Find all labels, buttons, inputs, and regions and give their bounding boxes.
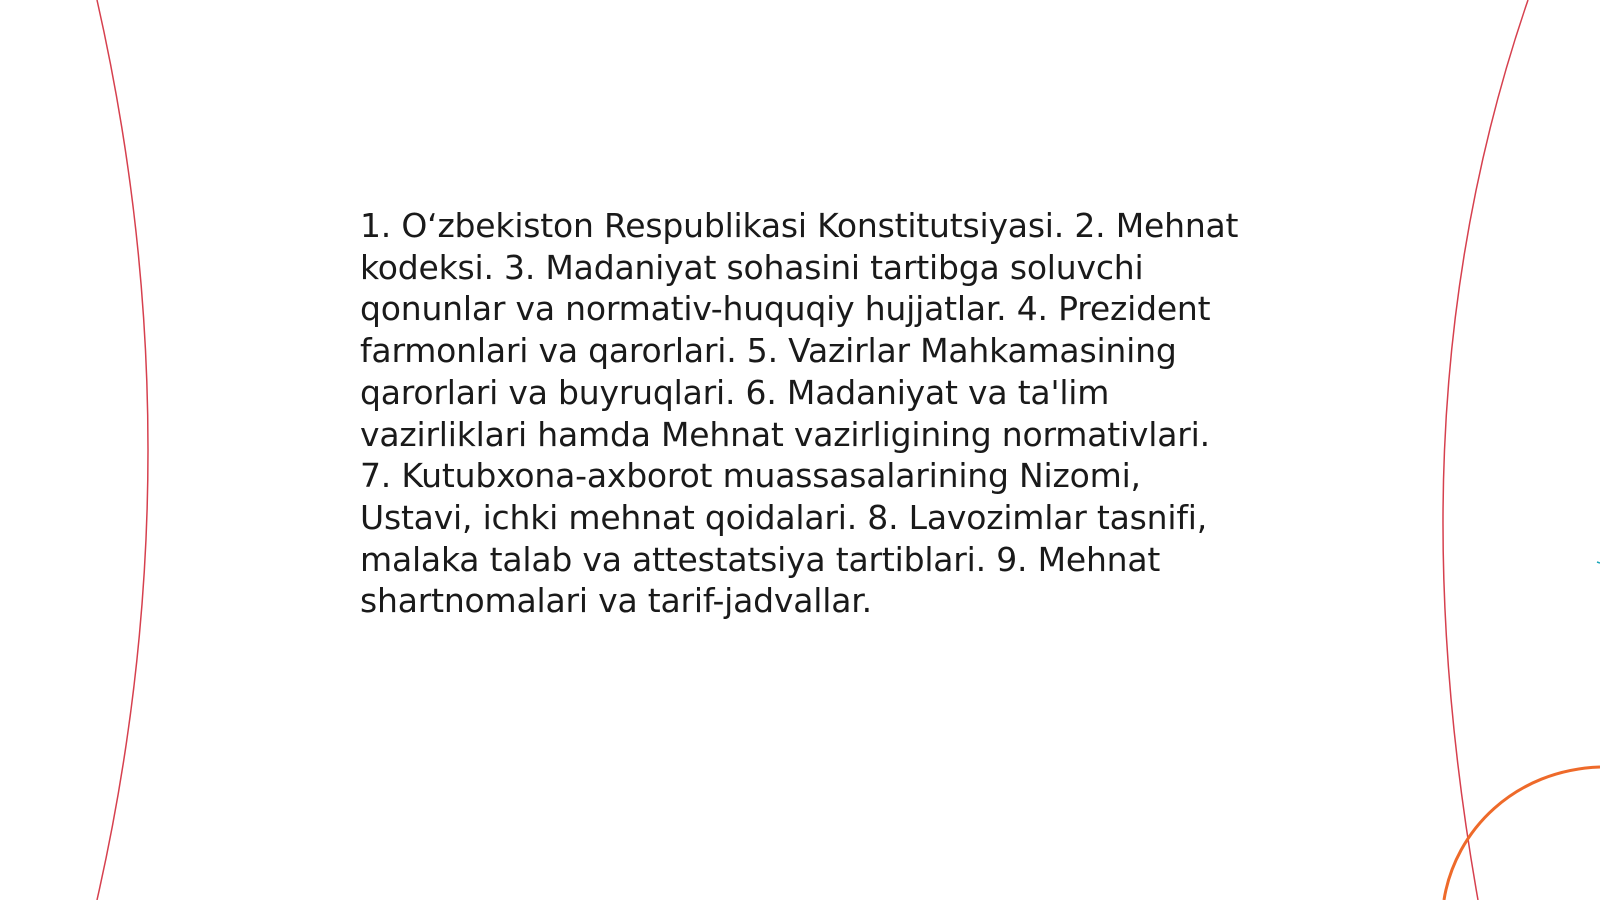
right-curve-line bbox=[1443, 0, 1528, 900]
left-curve-line bbox=[97, 0, 148, 900]
slide-body-text: 1. O‘zbekiston Respublikasi Konstitutsiyasi. 2. Mehnat kodeksi. 3. Madaniyat sohasini tartibga soluvchi qonunlar va normativ-huquqiy hujjatlar. 4. Prezident farmonlari va qarorlari. 5. Vazirlar Mahkamasining qarorlari va buyruqlari. 6. Madaniyat va ta'lim vazirliklari hamda Mehnat vazirligining normativlari. 7. Kutubxona-axborot muassasalarining Nizomi, Ustavi, ichki mehnat qoidalari. 8. Lavozimlar tasnifi, malaka talab va attestatsiya tartiblari. 9. Mehnat shartnomalari va tarif-jadvallar. bbox=[360, 206, 1239, 621]
